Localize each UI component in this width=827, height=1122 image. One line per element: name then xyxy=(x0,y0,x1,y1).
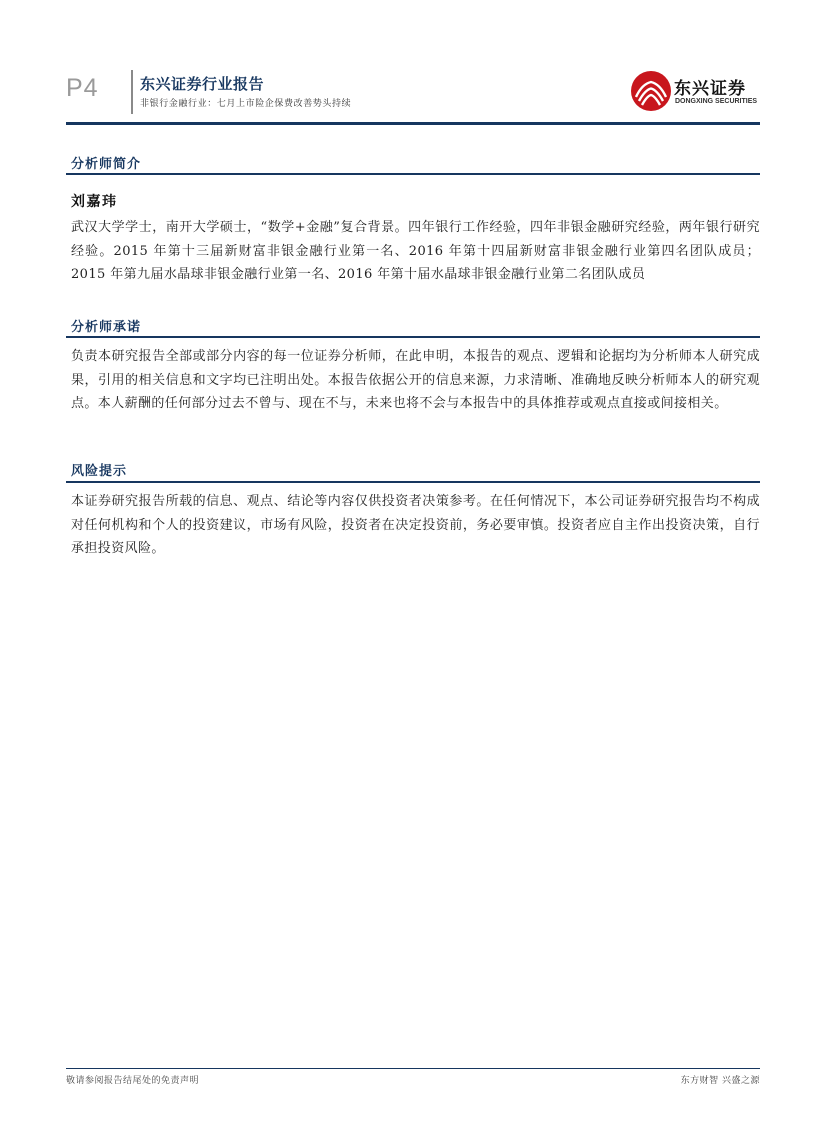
section-title-analyst-commitment: 分析师承诺 xyxy=(71,320,142,335)
analyst-commitment-text: 负责本研究报告全部或部分内容的每一位证券分析师，在此申明，本报告的观点、逻辑和论据均为分析师本人研究成果，引用的相关信息和文字均已注明出处。本报告依据公开的信息来源，力求清晰、准确地反映分析师本人的研究观点。本人薪酬的任何部分过去不曾与、现在不与，未来也将不会与本报告中的具体推荐或观点直接或间接相关。 xyxy=(71,349,760,411)
analyst-name: 刘嘉玮 xyxy=(71,194,118,210)
logo-text-en: DONGXING SECURITIES xyxy=(675,98,758,105)
header-divider xyxy=(131,70,133,114)
report-type-title: 东兴证券行业报告 xyxy=(140,75,265,93)
company-logo xyxy=(630,70,760,115)
risk-warning-text: 本证券研究报告所载的信息、观点、结论等内容仅供投资者决策参考。在任何情况下，本公司证券研究报告均不构成对任何机构和个人的投资建议，市场有风险，投资者在决定投资前，务必要审慎。投资者应自主作出投资决策，自行承担投资风险。 xyxy=(71,494,760,556)
footer-slogan: 东方财智 兴盛之源 xyxy=(680,1076,760,1086)
section-title-risk-warning: 风险提示 xyxy=(71,464,128,479)
section-title-analyst-intro: 分析师简介 xyxy=(71,157,142,172)
logo-text-cn: 东兴证券 xyxy=(674,79,746,99)
header-rule xyxy=(66,122,760,125)
section-rule-analyst-intro xyxy=(66,173,760,175)
section-rule-analyst-commitment xyxy=(66,336,760,338)
analyst-bio: 武汉大学学士，南开大学硕士，“数学+金融”复合背景。四年银行工作经验，四年非银金融研究经验，两年银行研究经验。2015 年第十三届新财富非银金融行业第一名、2016 年第十四届新财富非银金融行业第四名团队成员；2015 年第九届水晶球非银金融行业第一名、2016 年第十届水晶球非银金融行业第二名团队成员 xyxy=(71,220,760,282)
footer-rule xyxy=(66,1068,760,1069)
footer-disclaimer-note: 敬请参阅报告结尾处的免责声明 xyxy=(66,1076,200,1086)
section-rule-risk-warning xyxy=(66,481,760,483)
report-subtitle: 非银行金融行业：七月上市险企保费改善势头持续 xyxy=(140,99,352,109)
page-number: P4 xyxy=(66,74,99,102)
dongxing-logo-icon xyxy=(630,70,672,112)
